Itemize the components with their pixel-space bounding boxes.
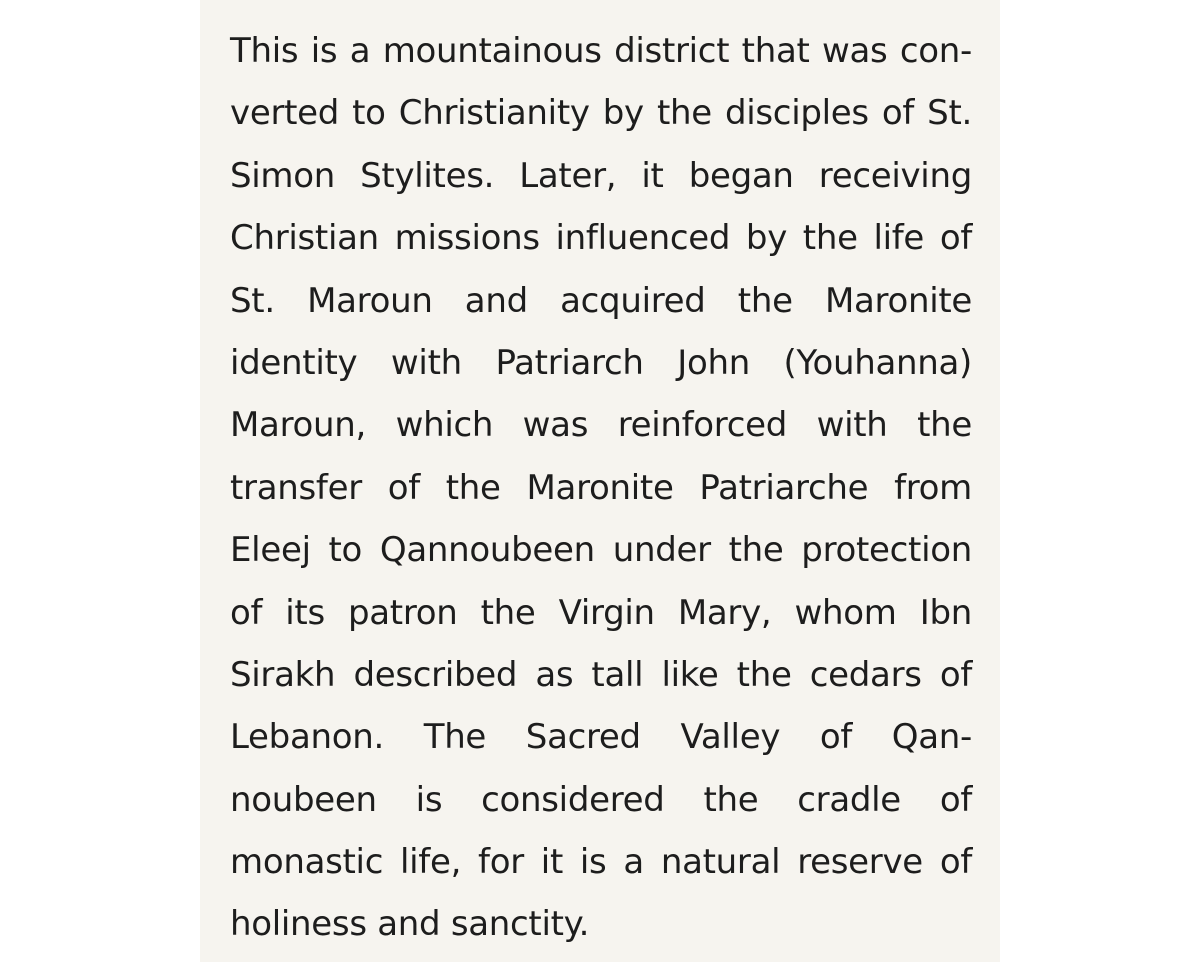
- text-line: Christian missions influenced by the life of: [230, 218, 972, 259]
- text-line: monastic life, for it is a natural reserve of: [230, 842, 972, 883]
- text-line: transfer of the Maronite Patriarche from: [230, 467, 972, 508]
- text-line: Maroun, which was reinforced with the: [230, 405, 972, 446]
- text-line: Simon Stylites. Later, it began receiving: [230, 155, 972, 196]
- text-line: holiness and sanctity.: [230, 904, 590, 945]
- text-line: identity with Patriarch John (Youhanna): [230, 342, 972, 383]
- text-line: Lebanon. The Sacred Valley of Qan-: [230, 717, 972, 758]
- text-line: verted to Christianity by the disciples of St.: [230, 93, 972, 134]
- text-line: noubeen is considered the cradle of: [230, 779, 972, 820]
- text-line: Eleej to Qannoubeen under the protection: [230, 530, 972, 571]
- body-paragraph: [230, 20, 972, 956]
- text-line: This is a mountainous district that was con-: [230, 31, 972, 71]
- text-line: of its patron the Virgin Mary, whom Ibn: [230, 592, 972, 633]
- text-line: St. Maroun and acquired the Maronite: [230, 280, 972, 321]
- text-line: Sirakh described as tall like the cedars of: [230, 654, 972, 695]
